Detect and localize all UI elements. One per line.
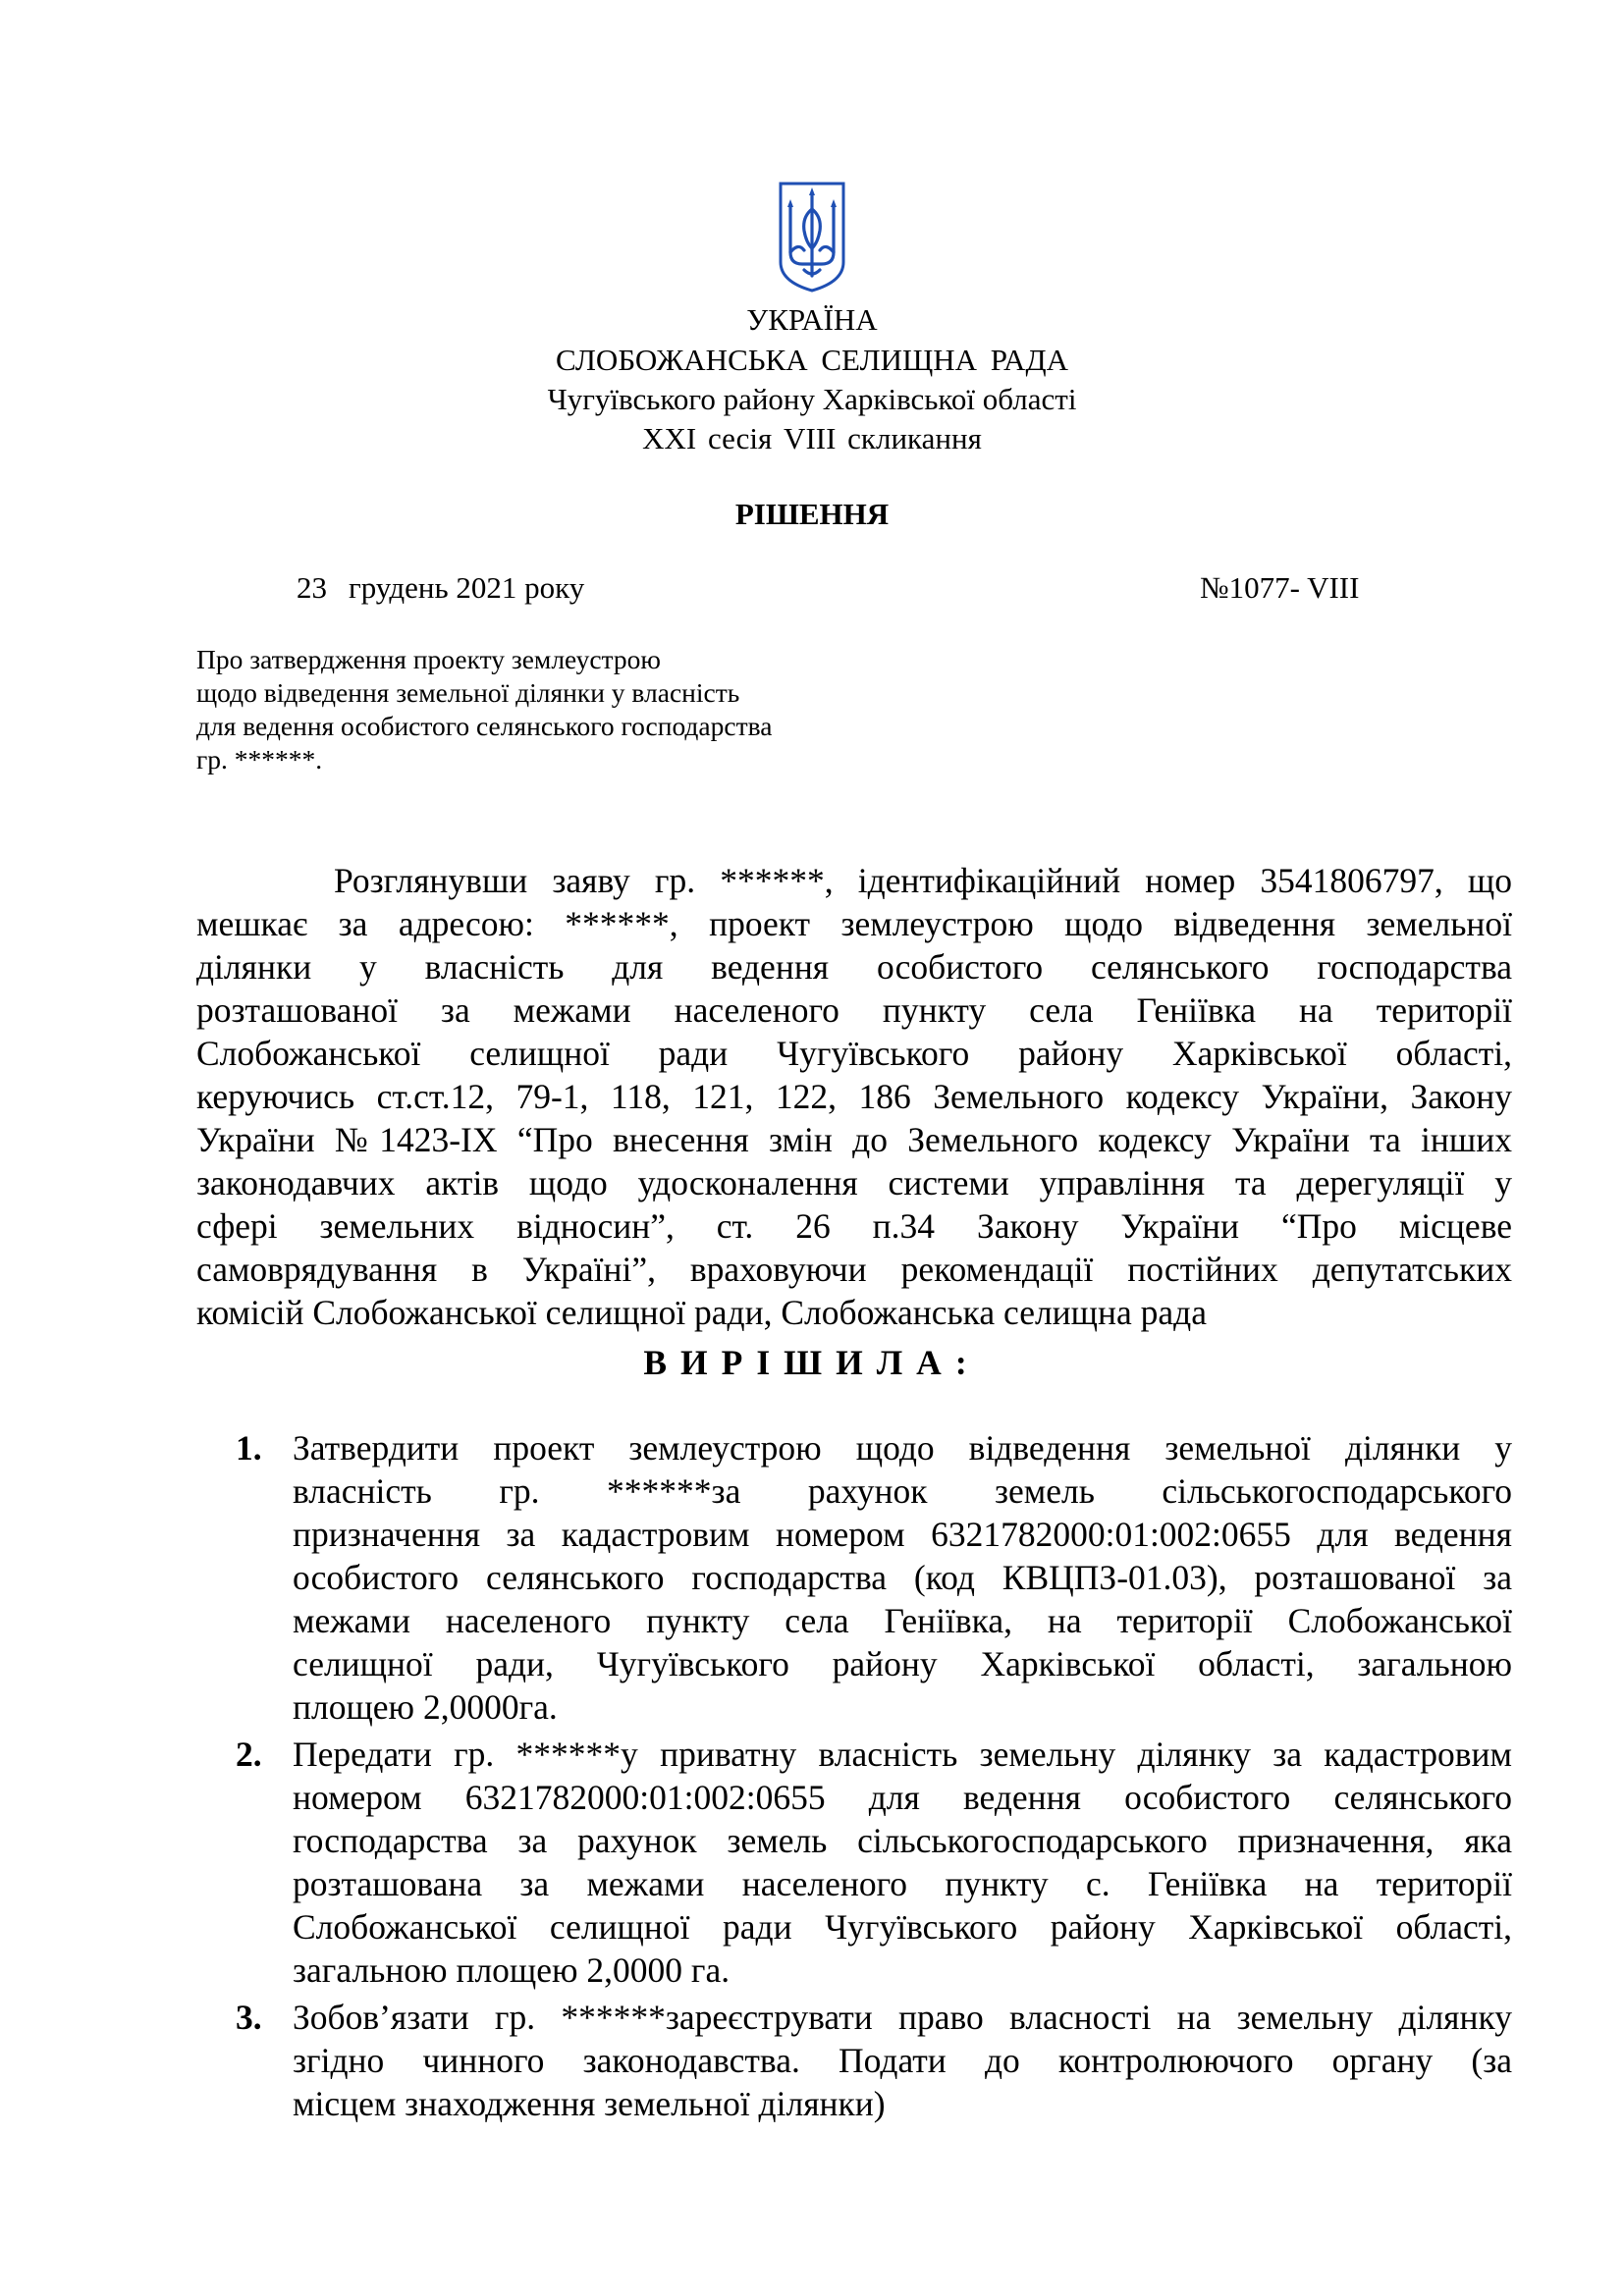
preamble-line: Розглянувши заяву гр. ******, ідентифікаційний номер 3541806797, що (334, 861, 1512, 900)
session-info: XXI сесія VIII скликання (642, 421, 982, 455)
subject-line: для ведення особистого селянського господарства (196, 711, 773, 741)
item-line: Зобов’язати гр. ******зареєструвати право власності на земельну ділянку (293, 1998, 1512, 2037)
decision-item (236, 1733, 1512, 1992)
subject-line: Про затвердження проекту землеустрою (196, 644, 661, 674)
item-line: Затвердити проект землеустрою щодо відведення земельної ділянки у (293, 1428, 1512, 1468)
date-month-year: грудень 2021 року (349, 570, 585, 605)
council-name: СЛОБОЖАНСЬКА СЕЛИЩНА РАДА (556, 343, 1068, 377)
decision-items (236, 1426, 1512, 2129)
item-line: розташована за межами населеного пункту с. Геніївка на території (293, 1864, 1512, 1903)
decision-date (297, 569, 584, 607)
subject-line: гр. ******. (196, 744, 323, 774)
item-line: межами населеного пункту села Геніївка, на території Слобожанської (293, 1601, 1512, 1640)
preamble-line: Слобожанської селищної ради Чугуївського району Харківської області, (196, 1034, 1512, 1073)
item-line: площею 2,0000га. (293, 1687, 558, 1727)
country-name: УКРАЇНА (746, 302, 878, 337)
subject-line: щодо відведення земельної ділянки у власність (196, 677, 740, 708)
preamble-line: законодавчих актів щодо удосконалення системи управління та дерегуляції у (196, 1163, 1512, 1202)
decision-item (236, 1996, 1512, 2125)
coat-of-arms-icon (777, 180, 847, 294)
preamble-line: мешкає за адресою: ******, проект землеустрою щодо відведення земельної (196, 904, 1512, 943)
item-line: згідно чинного законодавства. Подати до контролюючого органу (за (293, 2041, 1512, 2080)
council-region: Чугуївського району Харківської області (547, 382, 1077, 416)
item-number: 1. (236, 1428, 262, 1468)
item-line: власність гр. ******за рахунок земель сільськогосподарського (293, 1471, 1512, 1511)
item-line: місцем знаходження земельної ділянки) (293, 2084, 886, 2123)
preamble-line: комісій Слобожанської селищної ради, Слобожанська селищна рада (196, 1293, 1207, 1332)
document-title: РІШЕННЯ (734, 497, 890, 531)
item-line: загальною площею 2,0000 га. (293, 1950, 731, 1990)
preamble-line: самоврядування в Україні”, враховуючи рекомендації постійних депутатських (196, 1250, 1512, 1289)
preamble-line: України №1423-IX “Про внесення змін до Земельного кодексу України та інших (196, 1120, 1512, 1159)
decision-item (236, 1426, 1512, 1729)
item-line: селищної ради, Чугуївського району Харківської області, загальною (293, 1644, 1512, 1683)
item-line: Передати гр. ******у приватну власність земельну ділянку за кадастровим (293, 1735, 1512, 1774)
item-line: Слобожанської селищної ради Чугуївського району Харківської області, (293, 1907, 1512, 1947)
item-line: господарства за рахунок земель сільськогосподарського призначення, яка (293, 1821, 1512, 1860)
item-line: особистого селянського господарства (код КВЦПЗ-01.03), розташованої за (293, 1558, 1512, 1597)
item-number: 2. (236, 1735, 262, 1774)
decision-subject (196, 643, 903, 776)
item-number: 3. (236, 1998, 262, 2037)
item-line: призначення за кадастровим номером 6321782000:01:002:0655 для ведення (293, 1515, 1512, 1554)
preamble (196, 859, 1512, 1334)
preamble-line: ділянки у власність для ведення особистого селянського господарства (196, 947, 1512, 987)
date-day: 23 (297, 570, 327, 605)
item-line: номером 6321782000:01:002:0655 для ведення особистого селянського (293, 1778, 1512, 1817)
preamble-line: розташованої за межами населеного пункту села Геніївка на території (196, 990, 1512, 1030)
decision-number: №1077- VIII (1200, 570, 1360, 605)
preamble-line: керуючись ст.ст.12, 79-1, 118, 121, 122, 186 Земельного кодексу України, Закону (196, 1077, 1512, 1116)
preamble-line: сфері земельних відносин”, ст. 26 п.34 Закону України “Про місцеве (196, 1206, 1512, 1246)
decided-heading: ВИРІШИЛА: (643, 1343, 981, 1382)
